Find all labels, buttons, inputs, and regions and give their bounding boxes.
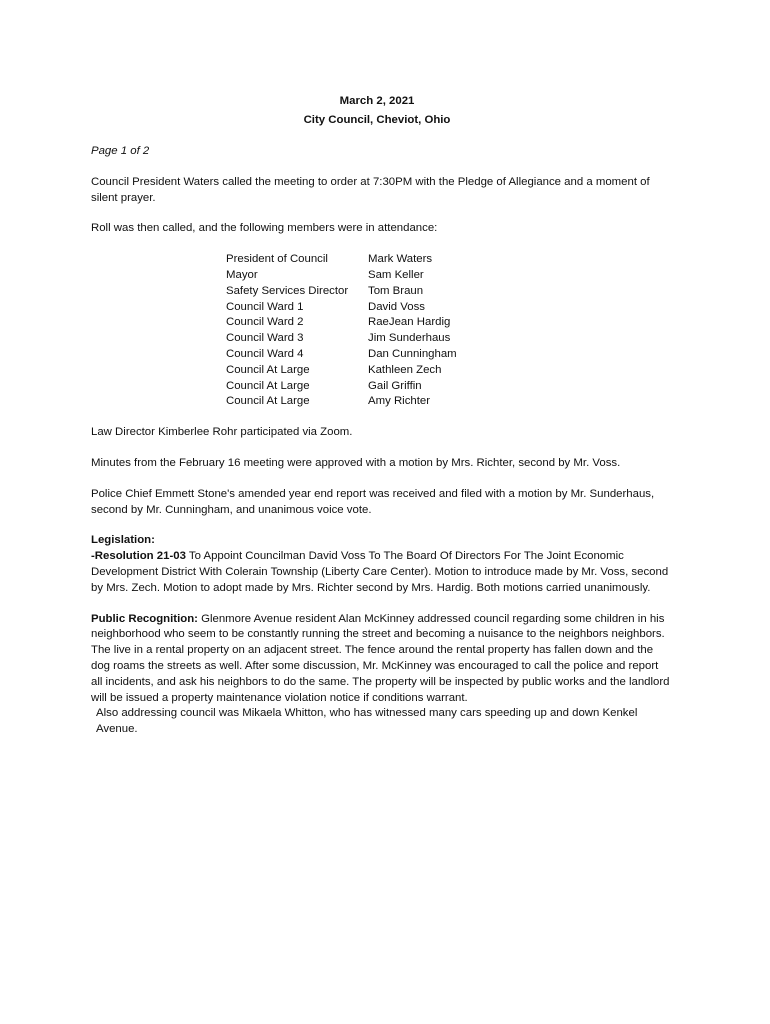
attendance-name: Tom Braun (368, 284, 424, 297)
opening-paragraph: Council President Waters called the meeting to order at 7:30PM with the Pledge of Allegiance and a moment of silent prayer. (91, 175, 650, 204)
attendance-role: Council At Large (226, 395, 310, 408)
meeting-date: March 2, 2021 (339, 95, 415, 107)
roll-call-paragraph: Roll was then called, and the following members were in attendance: (91, 222, 438, 235)
document-header (83, 92, 671, 130)
attendance-role: Council Ward 1 (226, 300, 304, 313)
attendance-name: Dan Cunningham (368, 347, 457, 360)
legislation-section (91, 533, 671, 596)
public-recognition-heading: Public Recognition: (91, 612, 198, 625)
attendance-name: Kathleen Zech (368, 363, 442, 376)
public-recognition-text: Glenmore Avenue resident Alan McKinney addressed council regarding some children in his neighborhood who seem to be constantly running the street and becoming a nuisance to the neighbors neighbors. The live in a rental property on an adjacent street. The fence around the rental property has fallen down and the dog roams the streets as well. After some discussion, Mr. McKinney was encouraged to call the police and report all incidents, and ask his neighbors to do the same. The property will be inspected by public works and the landlord will be issued a property maintenance violation notice if conditions warrant. (91, 612, 670, 704)
police-report-paragraph: Police Chief Emmett Stone's amended year end report was received and filed with a motion by Mr. Sunderhaus, second by Mr. Cunningham, and unanimous voice vote. (91, 487, 655, 516)
attendance-name: Jim Sunderhaus (368, 332, 451, 345)
attendance-role: Safety Services Director (226, 284, 349, 297)
public-recognition-followup: Also addressing council was Mikaela Whitton, who has witnessed many cars speeding up and down Kenkel Avenue. (96, 707, 638, 736)
attendance-role: President of Council (226, 253, 328, 266)
document-title: City Council, Cheviot, Ohio (303, 114, 451, 126)
minutes-paragraph: Minutes from the February 16 meeting were approved with a motion by Mrs. Richter, second by Mr. Voss. (91, 456, 621, 469)
law-director-paragraph: Law Director Kimberlee Rohr participated via Zoom. (91, 426, 353, 439)
resolution-id: -Resolution 21-03 (91, 550, 186, 563)
attendance-name: Sam Keller (368, 268, 424, 281)
public-recognition-section (91, 612, 671, 738)
public-recognition-paragraph (91, 612, 671, 707)
page-number: Page 1 of 2 (91, 145, 150, 157)
attendance-name: Mark Waters (368, 253, 433, 266)
attendance-name: Amy Richter (368, 395, 431, 408)
document-content (91, 92, 671, 738)
attendance-name: RaeJean Hardig (368, 316, 451, 329)
resolution-paragraph (91, 549, 671, 596)
attendance-name: Gail Griffin (368, 379, 422, 392)
resolution-text: To Appoint Councilman David Voss To The Board Of Directors For The Joint Economic Development District With Colerain Township (Liberty Care Center). Motion to introduce made by Mr. Voss, second by Mrs. Zech. Motion to adopt made by Mrs. Richter second by Mrs. Hardig. Both motions carried unanimously. (91, 550, 669, 594)
legislation-heading: Legislation: (91, 534, 155, 547)
attendance-name: David Voss (368, 300, 425, 313)
attendance-role: Council Ward 4 (226, 347, 304, 360)
attendance-role: Mayor (226, 268, 258, 281)
attendance-role: Council Ward 2 (226, 316, 304, 329)
attendance-role: Council Ward 3 (226, 332, 304, 345)
attendance-list (226, 252, 671, 410)
attendance-role: Council At Large (226, 363, 310, 376)
attendance-role: Council At Large (226, 379, 310, 392)
